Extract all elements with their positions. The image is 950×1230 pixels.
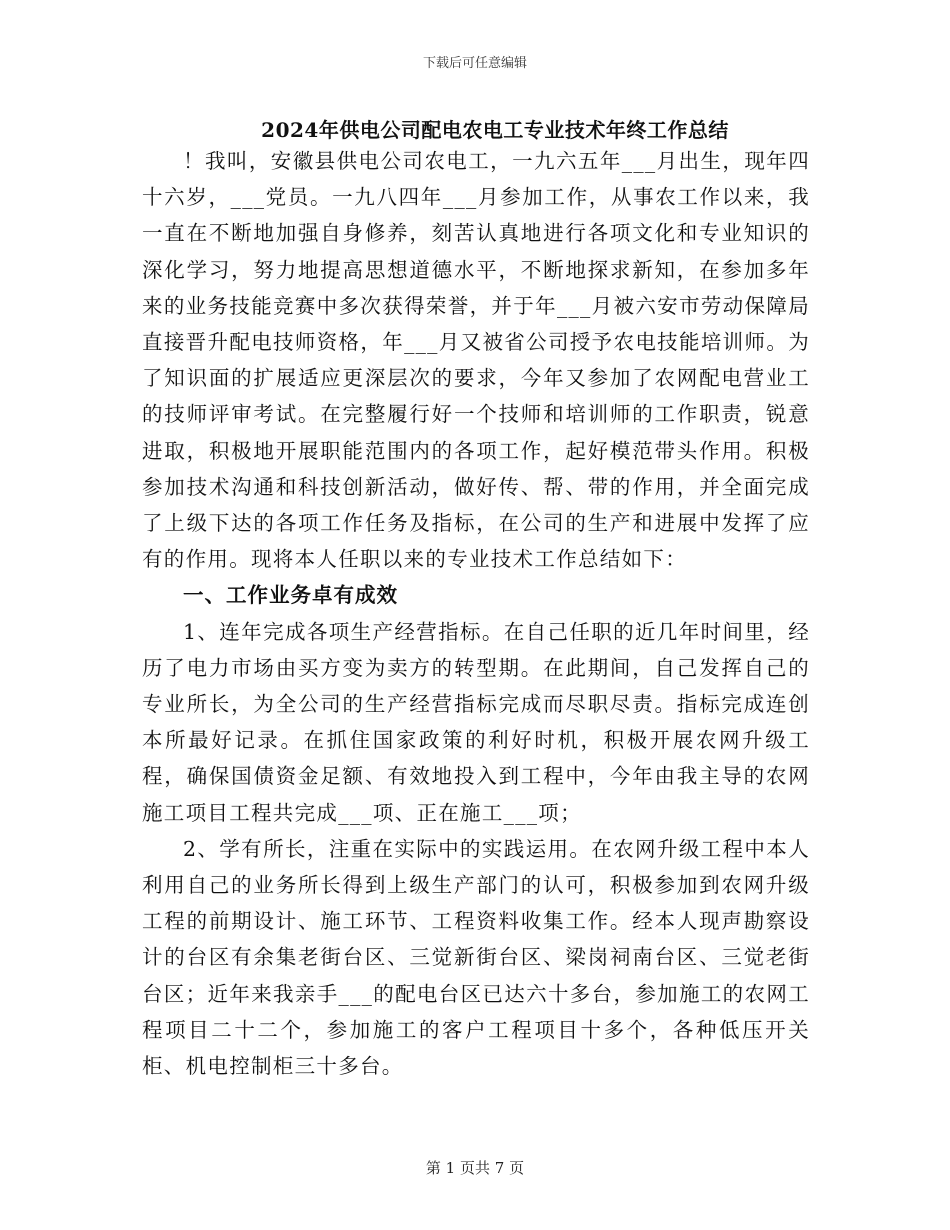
section-item-1: 1、连年完成各项生产经营指标。在自己任职的近几年时间里，经历了电力市场由买方变为卖方的转型期。在此期间，自己发挥自己的专业所长，为全公司的生产经营指标完成而尽职尽责。指标完成连创本所最好记录。在抓住国家政策的利好时机，积极开展农网升级工程，确保国债资金足额、有效地投入到工程中，今年由我主导的农网施工项目工程共完成___项、正在施工___项；	[142, 619, 810, 825]
document-body	[142, 143, 810, 1084]
section-heading: 一、工作业务卓有成效	[183, 583, 398, 608]
intro-paragraph: ！我叫，安徽县供电公司农电工，一九六五年___月出生，现年四十六岁，___党员。一九八四年___月参加工作，从事农工作以来，我一直在不断地加强自身修养，刻苦认真地进行各项文化和专业知识的深化学习，努力地提高思想道德水平，不断地探求新知，在参加多年来的业务技能竞赛中多次获得荣誉，并于年___月被六安市劳动保障局直接晋升配电技师资格，年___月又被省公司授予农电技能培训师。为了知识面的扩展适应更深层次的要求，今年又参加了农网配电营业工的技师评审考试。在完整履行好一个技师和培训师的工作职责，锐意进取，积极地开展职能范围内的各项工作，起好模范带头作用。积极参加技术沟通和科技创新活动，做好传、帮、带的作用，并全面完成了上级下达的各项工作任务及指标，在公司的生产和进展中发挥了应有的作用。现将本人任职以来的专业技术工作总结如下：	[142, 149, 810, 572]
page-header-note: 下载后可任意编辑	[422, 56, 527, 71]
section-item-2: 2、学有所长，注重在实际中的实践运用。在农网升级工程中本人利用自己的业务所长得到上级生产部门的认可，积极参加到农网升级工程的前期设计、施工环节、工程资料收集工作。经本人现声勘察设计的台区有余集老街台区、三觉新街台区、梁岗祠南台区、三觉老街台区；近年来我亲手___的配电台区已达六十多台，参加施工的农网工程项目二十二个，参加施工的客户工程项目十多个，各种低压开关柜、机电控制柜三十多台。	[142, 836, 810, 1079]
page-number: 第 1 页共 7 页	[425, 1159, 525, 1177]
document-title: 2024年供电公司配电农电工专业技术年终工作总结	[261, 118, 729, 142]
